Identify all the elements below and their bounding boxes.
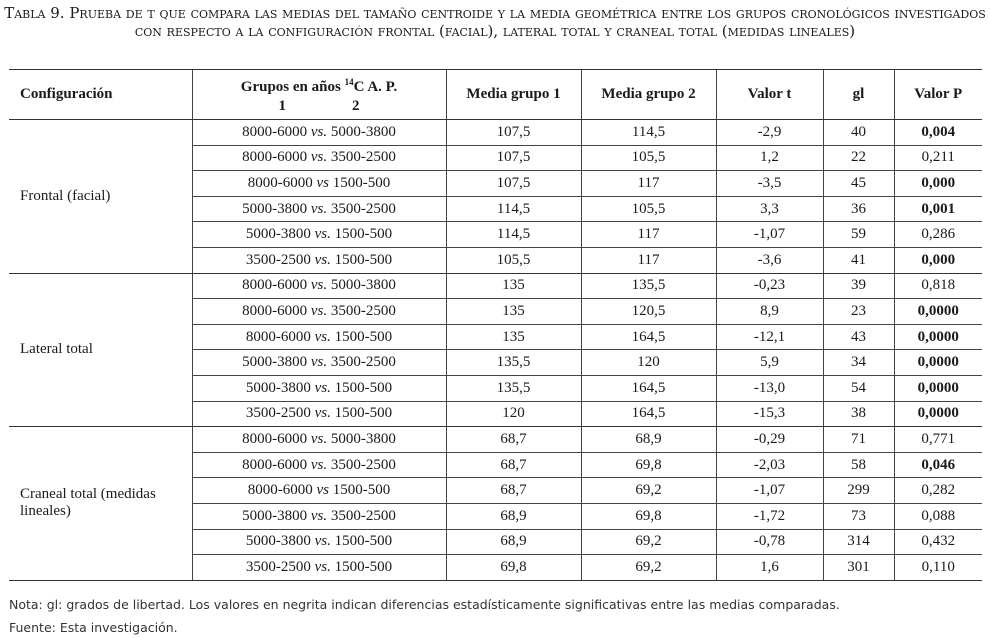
valor-t-cell: 3,3 <box>716 196 823 222</box>
versus-label: vs. <box>310 430 328 447</box>
valor-p-cell: 0,771 <box>894 427 982 453</box>
group-a: 8000-6000 <box>242 456 308 473</box>
media-2-cell: 68,9 <box>581 427 716 453</box>
gl-cell: 43 <box>823 324 894 350</box>
group-b: 1500-500 <box>334 226 393 243</box>
grupos-unit: C A. P. <box>353 79 398 95</box>
valor-p-cell: 0,000 <box>894 171 982 197</box>
versus-label: vs. <box>310 354 328 371</box>
group-comparison <box>192 350 446 376</box>
grupos-label: Grupos en años <box>240 79 341 95</box>
valor-t-cell: 8,9 <box>716 299 823 325</box>
configuration-label: Frontal (facial) <box>9 120 192 274</box>
media-1-cell: 114,5 <box>446 196 581 222</box>
media-1-cell: 135,5 <box>446 375 581 401</box>
group-b: 5000-3800 <box>330 430 396 447</box>
media-1-cell: 68,7 <box>446 427 581 453</box>
col-gl: gl <box>823 70 894 120</box>
valor-p-cell: 0,001 <box>894 196 982 222</box>
media-1-cell: 107,5 <box>446 145 581 171</box>
valor-p-cell: 0,432 <box>894 529 982 555</box>
gl-cell: 39 <box>823 273 894 299</box>
versus-label: vs <box>316 482 329 499</box>
gl-cell: 71 <box>823 427 894 453</box>
configuration-label: Lateral total <box>9 273 192 427</box>
group-a: 5000-3800 <box>245 533 311 550</box>
gl-cell: 22 <box>823 145 894 171</box>
valor-p-cell: 0,0000 <box>894 375 982 401</box>
valor-t-cell: -12,1 <box>716 324 823 350</box>
versus-label: vs. <box>310 123 328 140</box>
media-1-cell: 68,7 <box>446 452 581 478</box>
versus-label: vs. <box>314 379 331 396</box>
group-b: 3500-2500 <box>330 200 396 217</box>
group-b: 1500-500 <box>334 251 393 268</box>
media-1-cell: 107,5 <box>446 171 581 197</box>
valor-t-cell: 5,9 <box>716 350 823 376</box>
t-test-table <box>9 69 982 581</box>
group-comparison <box>192 427 446 453</box>
valor-t-cell: 1,6 <box>716 555 823 581</box>
group-a: 5000-3800 <box>242 507 308 524</box>
media-1-cell: 135,5 <box>446 350 581 376</box>
versus-label: vs. <box>314 405 331 422</box>
table-row <box>9 427 982 453</box>
media-2-cell: 164,5 <box>581 324 716 350</box>
media-1-cell: 69,8 <box>446 555 581 581</box>
group-a: 5000-3800 <box>242 200 308 217</box>
group-b: 5000-3800 <box>330 277 396 294</box>
versus-label: vs. <box>314 558 331 575</box>
group-b: 3500-2500 <box>330 507 396 524</box>
media-1-cell: 114,5 <box>446 222 581 248</box>
group-comparison <box>192 503 446 529</box>
group-comparison <box>192 196 446 222</box>
table-row <box>9 120 982 146</box>
gl-cell: 23 <box>823 299 894 325</box>
col-valor-p: Valor P <box>894 70 982 120</box>
group-a: 8000-6000 <box>242 430 308 447</box>
media-1-cell: 135 <box>446 324 581 350</box>
group-b: 3500-2500 <box>330 456 396 473</box>
grupo-1-label: 1 <box>278 98 286 114</box>
group-b: 1500-500 <box>334 558 393 575</box>
group-comparison <box>192 171 446 197</box>
group-a: 8000-6000 <box>247 482 313 499</box>
group-b: 5000-3800 <box>330 123 396 140</box>
gl-cell: 314 <box>823 529 894 555</box>
versus-label: vs. <box>314 328 331 345</box>
valor-p-cell: 0,088 <box>894 503 982 529</box>
valor-p-cell: 0,0000 <box>894 299 982 325</box>
group-comparison <box>192 529 446 555</box>
valor-t-cell: -1,07 <box>716 478 823 504</box>
media-1-cell: 68,9 <box>446 529 581 555</box>
valor-t-cell: -1,72 <box>716 503 823 529</box>
versus-label: vs. <box>314 251 331 268</box>
media-2-cell: 69,8 <box>581 452 716 478</box>
group-comparison <box>192 222 446 248</box>
group-comparison <box>192 555 446 581</box>
valor-p-cell: 0,286 <box>894 222 982 248</box>
group-comparison <box>192 324 446 350</box>
group-comparison <box>192 375 446 401</box>
media-2-cell: 105,5 <box>581 145 716 171</box>
group-a: 3500-2500 <box>245 558 311 575</box>
valor-p-cell: 0,046 <box>894 452 982 478</box>
valor-t-cell: -0,78 <box>716 529 823 555</box>
media-2-cell: 120 <box>581 350 716 376</box>
versus-label: vs. <box>310 302 328 319</box>
valor-p-cell: 0,110 <box>894 555 982 581</box>
group-a: 8000-6000 <box>242 302 308 319</box>
media-1-cell: 135 <box>446 299 581 325</box>
group-comparison <box>192 247 446 273</box>
gl-cell: 73 <box>823 503 894 529</box>
versus-label: vs. <box>310 149 328 166</box>
valor-p-cell: 0,211 <box>894 145 982 171</box>
table-note: Nota: gl: grados de libertad. Los valores en negrita indican diferencias estadísticamente significativas entre las medias comparadas. <box>9 597 840 612</box>
group-b: 1500-500 <box>334 379 393 396</box>
group-comparison <box>192 145 446 171</box>
media-1-cell: 68,7 <box>446 478 581 504</box>
group-a: 5000-3800 <box>245 226 311 243</box>
valor-t-cell: -2,03 <box>716 452 823 478</box>
gl-cell: 301 <box>823 555 894 581</box>
media-2-cell: 135,5 <box>581 273 716 299</box>
versus-label: vs <box>316 174 329 191</box>
gl-cell: 34 <box>823 350 894 376</box>
group-comparison <box>192 120 446 146</box>
group-a: 8000-6000 <box>242 277 308 294</box>
valor-t-cell: -13,0 <box>716 375 823 401</box>
group-comparison <box>192 299 446 325</box>
versus-label: vs. <box>310 277 328 294</box>
group-b: 1500-500 <box>334 328 393 345</box>
header-row <box>9 70 982 120</box>
col-configuracion: Configuración <box>9 70 192 120</box>
group-a: 8000-6000 <box>247 174 313 191</box>
grupo-2-label: 2 <box>352 98 360 114</box>
media-2-cell: 69,2 <box>581 478 716 504</box>
valor-t-cell: -0,23 <box>716 273 823 299</box>
group-b: 3500-2500 <box>330 149 396 166</box>
media-2-cell: 120,5 <box>581 299 716 325</box>
table-row <box>9 273 982 299</box>
gl-cell: 45 <box>823 171 894 197</box>
media-1-cell: 68,9 <box>446 503 581 529</box>
gl-cell: 58 <box>823 452 894 478</box>
gl-cell: 40 <box>823 120 894 146</box>
valor-p-cell: 0,000 <box>894 247 982 273</box>
media-2-cell: 105,5 <box>581 196 716 222</box>
media-1-cell: 120 <box>446 401 581 427</box>
gl-cell: 299 <box>823 478 894 504</box>
media-2-cell: 117 <box>581 171 716 197</box>
col-grupos <box>192 70 446 120</box>
valor-t-cell: -1,07 <box>716 222 823 248</box>
group-b: 1500-500 <box>334 405 393 422</box>
media-2-cell: 69,8 <box>581 503 716 529</box>
group-b: 1500-500 <box>332 482 391 499</box>
gl-cell: 36 <box>823 196 894 222</box>
media-2-cell: 69,2 <box>581 529 716 555</box>
valor-t-cell: -2,9 <box>716 120 823 146</box>
versus-label: vs. <box>314 226 331 243</box>
versus-label: vs. <box>314 533 331 550</box>
valor-p-cell: 0,0000 <box>894 350 982 376</box>
col-media-2: Media grupo 2 <box>581 70 716 120</box>
group-b: 1500-500 <box>332 174 391 191</box>
group-comparison <box>192 478 446 504</box>
group-b: 3500-2500 <box>330 354 396 371</box>
media-1-cell: 105,5 <box>446 247 581 273</box>
group-a: 8000-6000 <box>245 328 311 345</box>
table-caption <box>0 4 990 40</box>
valor-p-cell: 0,0000 <box>894 324 982 350</box>
media-2-cell: 69,2 <box>581 555 716 581</box>
gl-cell: 59 <box>823 222 894 248</box>
group-b: 1500-500 <box>334 533 393 550</box>
valor-t-cell: -3,5 <box>716 171 823 197</box>
gl-cell: 41 <box>823 247 894 273</box>
valor-t-cell: -15,3 <box>716 401 823 427</box>
gl-cell: 54 <box>823 375 894 401</box>
media-2-cell: 114,5 <box>581 120 716 146</box>
media-2-cell: 164,5 <box>581 401 716 427</box>
valor-p-cell: 0,004 <box>894 120 982 146</box>
media-2-cell: 164,5 <box>581 375 716 401</box>
versus-label: vs. <box>310 200 328 217</box>
media-1-cell: 135 <box>446 273 581 299</box>
group-comparison <box>192 401 446 427</box>
configuration-label: Craneal total (medidas lineales) <box>9 427 192 581</box>
group-a: 5000-3800 <box>242 354 308 371</box>
grupos-superscript: 14 <box>344 77 354 87</box>
media-2-cell: 117 <box>581 222 716 248</box>
col-media-1: Media grupo 1 <box>446 70 581 120</box>
group-comparison <box>192 452 446 478</box>
table-source: Fuente: Esta investigación. <box>9 620 178 635</box>
valor-p-cell: 0,282 <box>894 478 982 504</box>
group-a: 8000-6000 <box>242 123 308 140</box>
versus-label: vs. <box>310 507 328 524</box>
group-a: 3500-2500 <box>245 405 311 422</box>
group-a: 5000-3800 <box>245 379 311 396</box>
versus-label: vs. <box>310 456 328 473</box>
group-a: 3500-2500 <box>245 251 311 268</box>
group-a: 8000-6000 <box>242 149 308 166</box>
caption-line-2: con respecto a la configuración frontal (facial), lateral total y craneal total (medidas lineales) <box>134 22 856 40</box>
group-b: 3500-2500 <box>330 302 396 319</box>
group-comparison <box>192 273 446 299</box>
valor-t-cell: 1,2 <box>716 145 823 171</box>
media-1-cell: 107,5 <box>446 120 581 146</box>
col-valor-t: Valor t <box>716 70 823 120</box>
media-2-cell: 117 <box>581 247 716 273</box>
valor-t-cell: -3,6 <box>716 247 823 273</box>
gl-cell: 38 <box>823 401 894 427</box>
valor-t-cell: -0,29 <box>716 427 823 453</box>
valor-p-cell: 0,0000 <box>894 401 982 427</box>
valor-p-cell: 0,818 <box>894 273 982 299</box>
caption-line-1: Tabla 9. Prueba de t que compara las medias del tamaño centroide y la media geométrica entre los grupos cronológicos investigados <box>4 4 986 22</box>
